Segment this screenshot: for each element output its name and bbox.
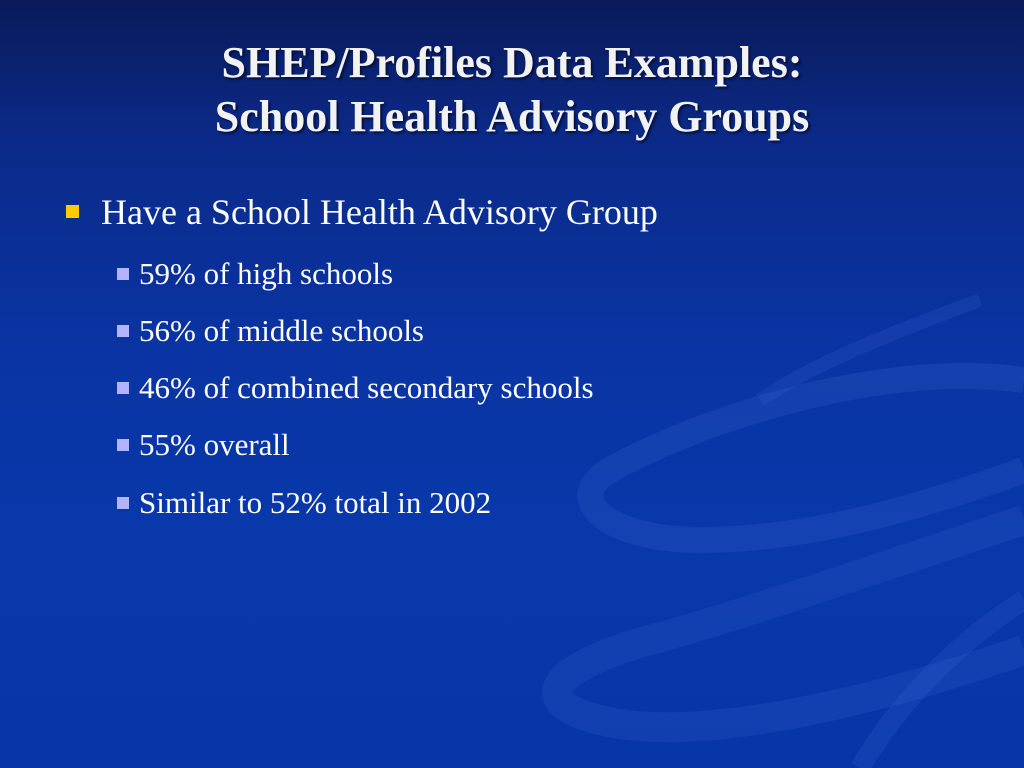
sub-bullet — [117, 426, 290, 464]
slide-title-line-1: SHEP/Profiles Data Examples: — [221, 38, 803, 87]
yellow-square-bullet-icon — [66, 205, 79, 218]
slide-title — [40, 36, 984, 144]
sub-bullet-text: Similar to 52% total in 2002 — [139, 485, 492, 520]
sub-bullet-text: 56% of middle schools — [139, 313, 424, 348]
sub-bullet — [117, 484, 491, 522]
main-bullet-text: Have a School Health Advisory Group — [101, 192, 658, 232]
lavender-square-bullet-icon — [117, 382, 129, 394]
slide-title-line-2: School Health Advisory Groups — [214, 92, 810, 141]
main-bullet — [66, 190, 658, 234]
sub-bullet — [117, 312, 424, 350]
sub-bullet-text: 46% of combined secondary schools — [139, 370, 594, 405]
lavender-square-bullet-icon — [117, 497, 129, 509]
lavender-square-bullet-icon — [117, 439, 129, 451]
sub-bullet — [117, 255, 393, 293]
lavender-square-bullet-icon — [117, 268, 129, 280]
sub-bullet-text: 55% overall — [139, 427, 290, 462]
sub-bullet — [117, 369, 594, 407]
lavender-square-bullet-icon — [117, 325, 129, 337]
sub-bullet-text: 59% of high schools — [139, 256, 394, 291]
